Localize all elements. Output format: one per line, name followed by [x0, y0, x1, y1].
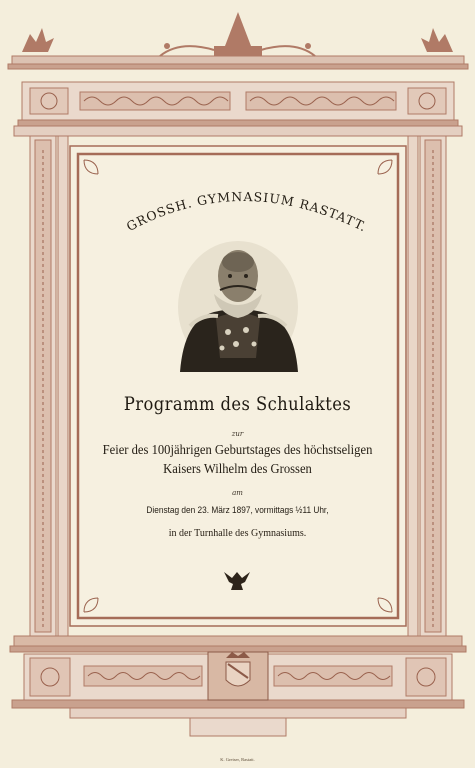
occasion-line-2: Kaisers Wilhelm des Grossen [163, 462, 312, 477]
connector-zur: zur [231, 430, 244, 438]
printer-imprint: K. Greiser, Rastatt. [220, 757, 255, 762]
connector-am: am [232, 489, 243, 497]
emperor-portrait [176, 232, 301, 372]
date-line: Dienstag den 23. März 1897, vormittags ½11 Uhr, [146, 505, 329, 515]
venue-line: in der Turnhalle des Gymnasiums. [168, 528, 307, 539]
occasion-line-1: Feier des 100jährigen Geburtstages des höchstseligen [102, 443, 373, 458]
program-title: Programm des Schulaktes [123, 393, 352, 415]
school-name: GROSSH. GYMNASIUM RASTATT. [123, 188, 370, 235]
svg-text:GROSSH. GYMNASIUM RASTATT. [124, 189, 370, 235]
